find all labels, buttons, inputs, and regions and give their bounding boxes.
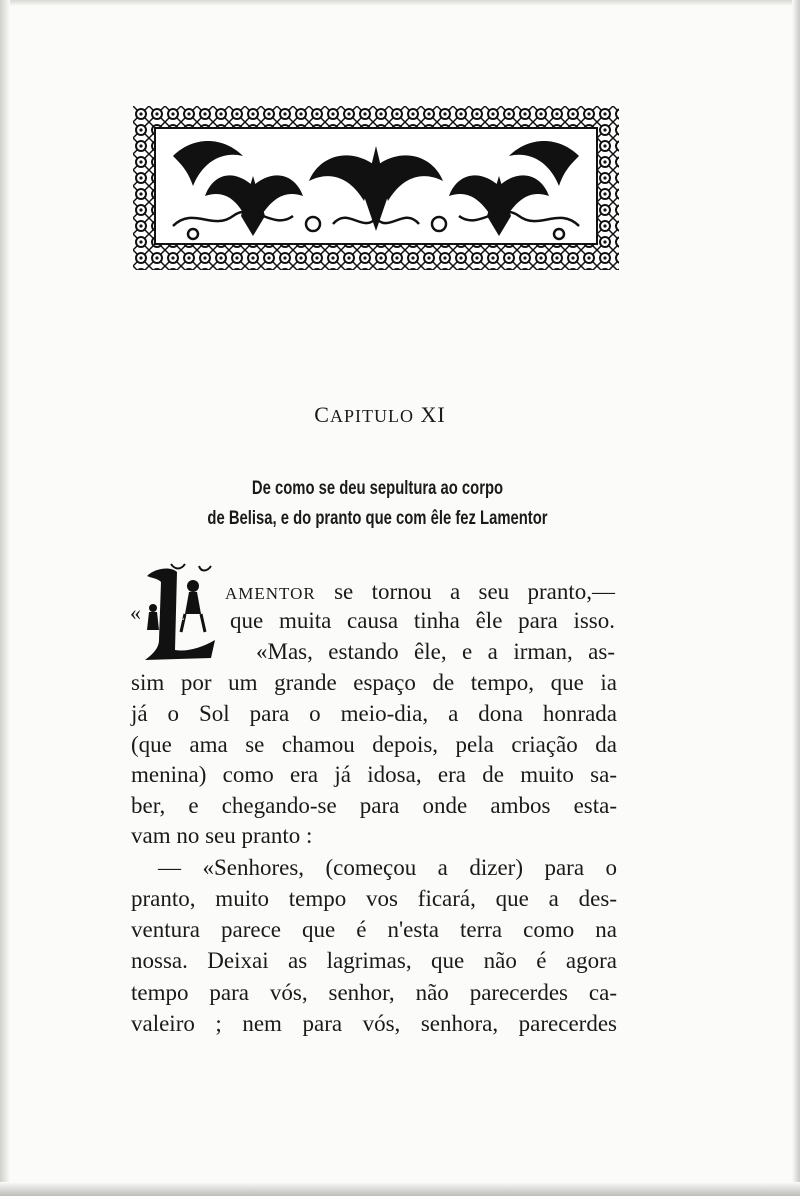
text-line-4: sim por um grande espaço de tempo, que ia [131, 670, 617, 695]
scan-edge-left [0, 0, 10, 1196]
text-line-10: — «Senhores, (começou a dizer) para o [158, 855, 617, 880]
scan-edge-right [792, 0, 800, 1196]
text-line-1 [225, 577, 615, 609]
text-line-14: tempo para vós, senhor, não parecerdes ca- [131, 980, 617, 1005]
text-line-12: ventura parece que é n'esta terra como na [131, 917, 617, 942]
text-line-15: valeiro ; nem para vós, senhora, parecerdes [131, 1011, 617, 1036]
text-line-9: vam no seu pranto : [131, 823, 313, 848]
chapter-label-rest: APITULO [329, 406, 414, 426]
text-line-7: menina) como era já idosa, era de muito sa- [131, 762, 617, 787]
chapter-heading-line-2: de Belisa, e do pranto que com êle fez Lamentor [207, 508, 548, 529]
chapter-numeral: XI [420, 402, 446, 427]
text-line-6: (que ama se chamou depois, pela criação da [131, 732, 617, 757]
text-line-8: ber, e chegando-se para onde ambos esta- [131, 793, 617, 818]
chapter-first-letter: C [314, 402, 330, 427]
text-line-3: «Mas, estando êle, e a irman, as- [256, 639, 615, 664]
ornamental-headpiece [133, 106, 619, 270]
decorated-initial [141, 562, 223, 666]
text-line-2: que muita causa tinha êle para isso. [230, 608, 615, 633]
chapter-heading-line-1: De como se deu sepultura ao corpo [251, 478, 504, 499]
opening-smallcaps: AMENTOR [225, 584, 316, 603]
scan-edge-bottom [0, 1182, 800, 1196]
text-line-11: pranto, muito tempo vos ficará, que a des- [131, 886, 617, 911]
scan-edge-top [0, 0, 800, 6]
text-line-5: já o Sol para o meio-dia, a dona honrada [131, 701, 617, 726]
initial-letter: L [177, 609, 185, 623]
left-quote-mark: « [130, 600, 141, 625]
text-line-1-rest: se tornou a seu pranto,— [315, 579, 615, 604]
text-line-13: nossa. Deixai as lagrimas, que não é agora [131, 948, 617, 973]
chapter-title [0, 402, 760, 428]
